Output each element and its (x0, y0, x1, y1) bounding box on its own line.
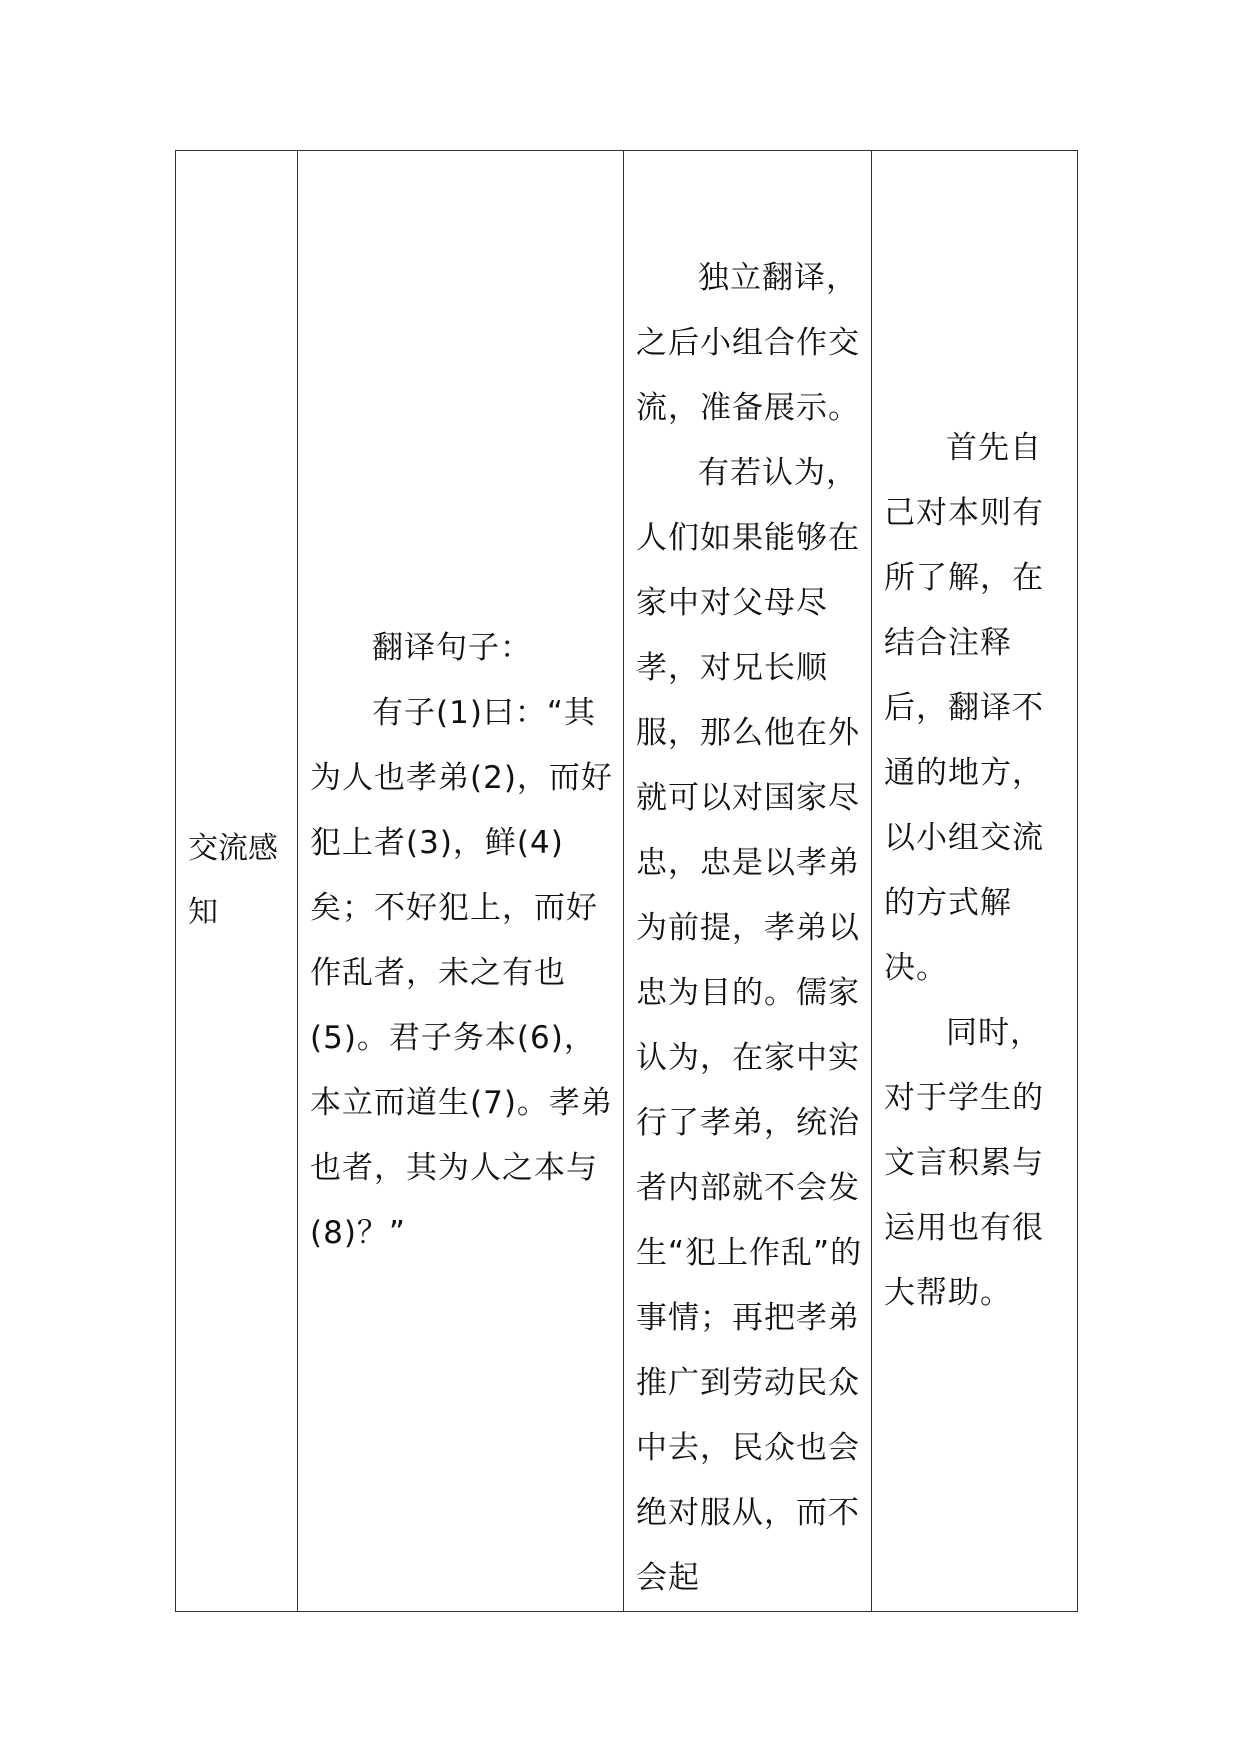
student-activity-cell (624, 151, 872, 1612)
content-heading: 翻译句子： (372, 630, 532, 666)
intent-paragraph-2: 同时，对于学生的文言积累与运用也有很大帮助。 (884, 1015, 1044, 1311)
stage-label: 交流感知 (188, 831, 278, 930)
activity-paragraph-2: 有若认为，人们如果能够在家中对父母尽孝，对兄长顺服，那么他在外就可以对国家尽忠，忠是以孝弟为前提，孝弟以忠为目的。儒家认为，在家中实行了孝弟，统治者内部就不会发生“犯上作乱”的事情；再把孝弟推广到劳动民众中去，民众也会绝对服从，而不会起 (636, 455, 863, 1596)
stage-cell (176, 151, 298, 1612)
content-cell (298, 151, 624, 1612)
design-intent-cell (872, 151, 1078, 1612)
activity-paragraph-1: 独立翻译，之后小组合作交流，准备展示。 (636, 260, 860, 426)
content-passage: 有子(1)曰：“其为人也孝弟(2)，而好犯上者(3)，鲜(4)矣；不好犯上，而好作乱者，未之有也(5)。君子务本(6)，本立而道生(7)。孝弟也者，其为人之本与(8)？” (310, 695, 613, 1251)
intent-paragraph-1: 首先自己对本则有所了解，在结合注释后，翻译不通的地方，以小组交流的方式解决。 (884, 430, 1044, 986)
lesson-plan-table (175, 150, 1078, 1612)
table-row (176, 151, 1078, 1612)
